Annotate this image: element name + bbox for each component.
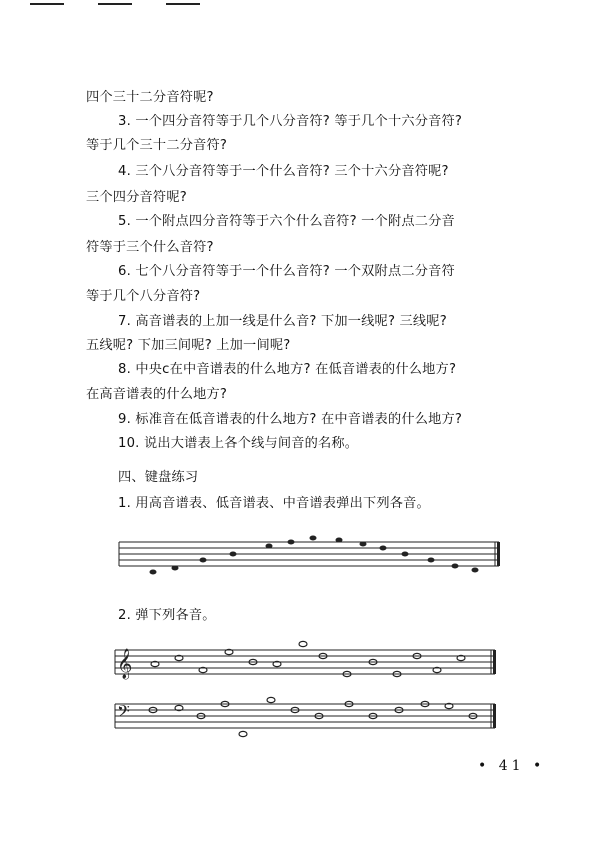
note [360,542,367,547]
bass-clef-icon: 𝄢 [117,701,130,725]
exercise-1-label: 1. 用高音谱表、低音谱表、中音谱表弹出下列各音。 [118,496,430,511]
page-number: • 41 • [478,758,546,774]
note [299,641,307,646]
text-line: 3. 一个四分音符等于几个八分音符? 等于几个十六分音符? [118,114,463,129]
text-line: 四个三十二分音符呢? [86,90,214,105]
note [428,558,435,563]
music-staff-1 [113,532,513,582]
top-rule-1 [30,3,64,5]
text-line: 三个四分音符呢? [86,190,187,205]
note [310,536,317,541]
music-staff-treble [111,640,506,686]
treble-clef-icon: 𝄞 [117,649,133,679]
note [266,544,273,549]
note [472,568,479,573]
note [288,540,295,545]
music-staff-bass [111,694,506,748]
text-line: 9. 标准音在低音谱表的什么地方? 在中音谱表的什么地方? [118,412,463,427]
top-rule-2 [98,3,132,5]
note [230,552,237,557]
text-line: 在高音谱表的什么地方? [86,387,228,402]
text-line: 6. 七个八分音符等于一个什么音符? 一个双附点二分音符 [118,264,455,279]
section-heading: 四、键盘练习 [118,470,199,485]
note [336,538,343,543]
text-line: 5. 一个附点四分音符等于六个什么音符? 一个附点二分音 [118,214,455,229]
text-line: 等于几个八分音符? [86,289,201,304]
exercise-2-label: 2. 弹下列各音。 [118,608,216,623]
note [267,697,275,702]
note [239,731,247,736]
text-line: 符等于三个什么音符? [86,240,214,255]
text-line: 等于几个三十二分音符? [86,138,228,153]
text-line: 7. 高音谱表的上加一线是什么音? 下加一线呢? 三线呢? [118,314,447,329]
text-line: 4. 三个八分音符等于一个什么音符? 三个十六分音符呢? [118,164,449,179]
text-line: 五线呢? 下加三间呢? 上加一间呢? [86,338,291,353]
text-line: 8. 中央c在中音谱表的什么地方? 在低音谱表的什么地方? [118,362,457,377]
note [402,552,409,557]
note [172,566,179,571]
top-rule-3 [166,3,200,5]
note [150,570,157,575]
note [200,558,207,563]
note [380,546,387,551]
text-line: 10. 说出大谱表上各个线与间音的名称。 [118,436,359,451]
note [452,564,459,569]
